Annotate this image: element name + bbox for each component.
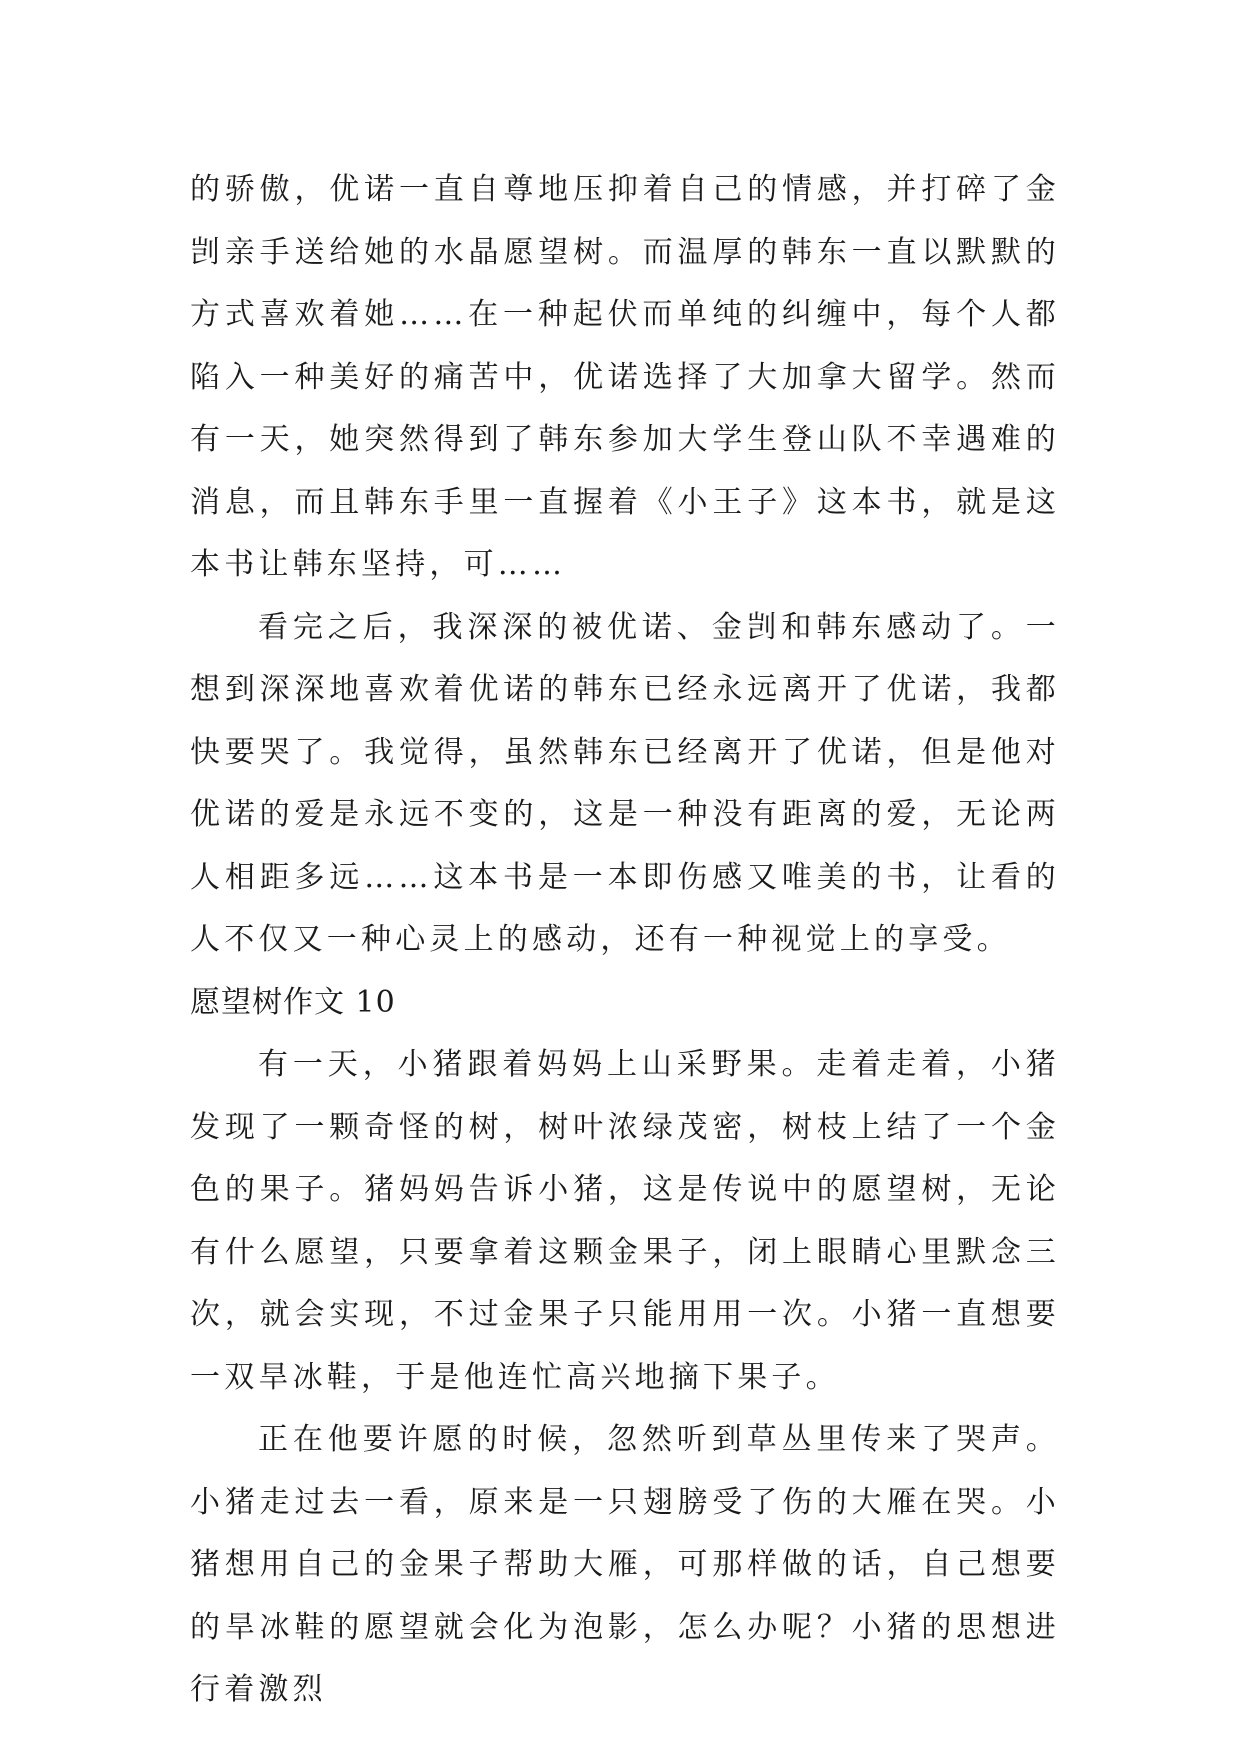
paragraph-2: 看完之后，我深深的被优诺、金剀和韩东感动了。一想到深深地喜欢着优诺的韩东已经永远离开了优诺，我都快要哭了。我觉得，虽然韩东已经离开了优诺，但是他对优诺的爱是永远不变的，这是一种没有距离的爱，无论两人相距多远……这本书是一本即伤感又唯美的书，让看的人不仅又一种心灵上的感动，还有一种视觉上的享受。 <box>190 609 1060 957</box>
paragraph-4: 正在他要许愿的时候，忽然听到草丛里传来了哭声。小猪走过去一看，原来是一只翅膀受了伤的大雁在哭。小猪想用自己的金果子帮助大雁，可那样做的话，自己想要的旱冰鞋的愿望就会化为泡影，怎么办呢？小猪的思想进行着激烈 <box>190 1422 1060 1707</box>
paragraph-1: 的骄傲，优诺一直自尊地压抑着自己的情感，并打碎了金剀亲手送给她的水晶愿望树。而温厚的韩东一直以默默的方式喜欢着她……在一种起伏而单纯的纠缠中，每个人都陷入一种美好的痛苦中，优诺选择了大加拿大留学。然而有一天，她突然得到了韩东参加大学生登山队不幸遇难的消息，而且韩东手里一直握着《小王子》这本书，就是这本书让韩东坚持，可…… <box>190 172 1060 582</box>
section-heading: 愿望树作文 10 <box>190 984 396 1020</box>
document-body <box>190 159 1060 1722</box>
paragraph-3: 有一天，小猪跟着妈妈上山采野果。走着走着，小猪发现了一颗奇怪的树，树叶浓绿茂密，树枝上结了一个金色的果子。猪妈妈告诉小猪，这是传说中的愿望树，无论有什么愿望，只要拿着这颗金果子，闭上眼睛心里默念三次，就会实现，不过金果子只能用用一次。小猪一直想要一双旱冰鞋，于是他连忙高兴地摘下果子。 <box>190 1047 1060 1395</box>
